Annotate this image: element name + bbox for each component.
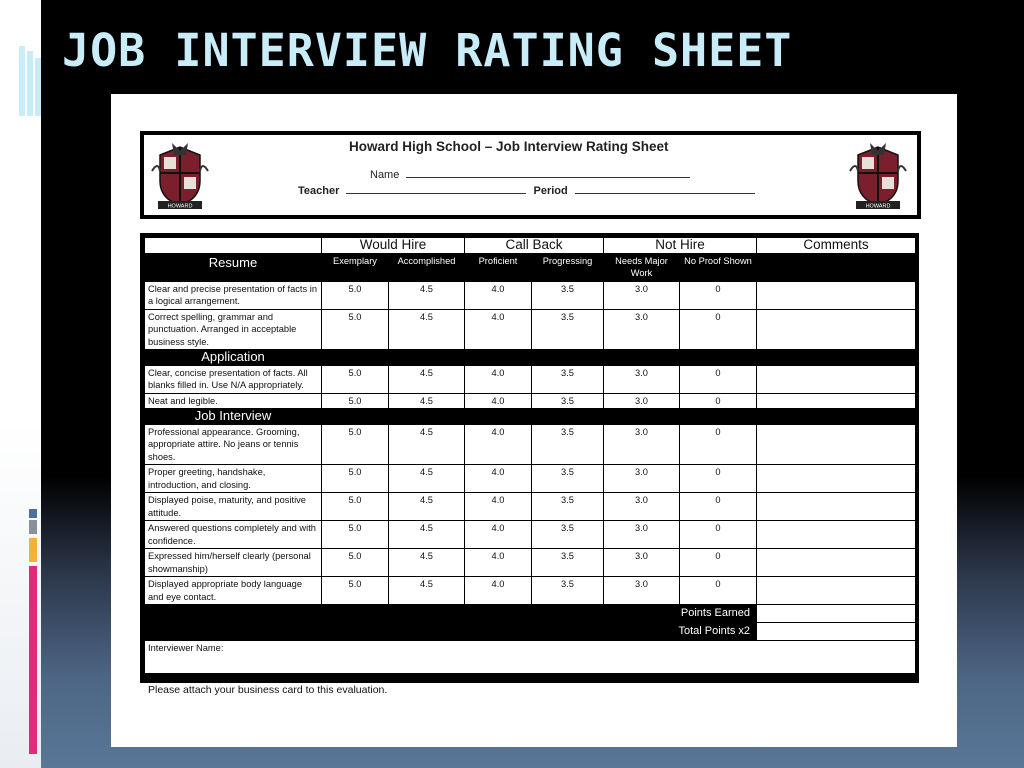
criterion-text: Displayed poise, maturity, and positive attitude. — [145, 493, 322, 521]
score-cell[interactable]: 4.0 — [465, 393, 532, 409]
score-cell[interactable]: 3.0 — [604, 549, 680, 577]
accent-bar-gray — [29, 520, 37, 534]
sheet-title: Howard High School – Job Interview Rating Sheet — [349, 139, 669, 154]
total-points-field[interactable] — [757, 623, 916, 641]
criterion-row — [145, 521, 916, 549]
criterion-row — [145, 424, 916, 465]
score-cell[interactable]: 4.0 — [465, 465, 532, 493]
score-cell[interactable]: 4.5 — [389, 465, 465, 493]
comment-cell[interactable] — [757, 281, 916, 309]
comment-cell[interactable] — [757, 424, 916, 465]
rating-level-header: Needs Major Work — [604, 253, 680, 281]
criterion-row — [145, 493, 916, 521]
score-cell[interactable]: 4.0 — [465, 577, 532, 605]
section-title: Application — [145, 350, 322, 366]
section-title: Job Interview — [145, 409, 322, 425]
score-cell[interactable]: 4.0 — [465, 493, 532, 521]
score-cell[interactable]: 3.0 — [604, 424, 680, 465]
score-cell[interactable]: 4.5 — [389, 309, 465, 350]
score-cell[interactable]: 5.0 — [322, 493, 389, 521]
comment-cell[interactable] — [757, 393, 916, 409]
score-cell[interactable]: 0 — [680, 521, 757, 549]
score-cell[interactable]: 0 — [680, 577, 757, 605]
rating-level-header: Exemplary — [322, 253, 389, 281]
score-cell[interactable]: 4.0 — [465, 521, 532, 549]
criterion-text: Clear, concise presentation of facts. All blanks filled in. Use N/A appropriately. — [145, 365, 322, 393]
sub-header-row — [145, 253, 916, 281]
rating-sheet-page — [111, 94, 957, 747]
score-cell[interactable]: 5.0 — [322, 577, 389, 605]
score-cell[interactable]: 4.0 — [465, 281, 532, 309]
score-cell[interactable]: 0 — [680, 309, 757, 350]
score-cell[interactable]: 5.0 — [322, 549, 389, 577]
call-back-header: Call Back — [465, 238, 604, 254]
interviewer-row — [145, 641, 916, 674]
score-cell[interactable]: 3.0 — [604, 309, 680, 350]
name-blank[interactable] — [406, 167, 690, 178]
score-cell[interactable]: 3.0 — [604, 393, 680, 409]
name-label: Name — [370, 169, 400, 181]
total-points-row — [145, 623, 916, 641]
score-cell[interactable]: 3.5 — [532, 281, 604, 309]
section-row — [145, 409, 916, 425]
score-cell[interactable]: 4.5 — [389, 365, 465, 393]
school-crest-left-icon — [150, 141, 210, 211]
sheet-header — [140, 131, 921, 219]
score-cell[interactable]: 4.0 — [465, 309, 532, 350]
criterion-row — [145, 465, 916, 493]
score-cell[interactable]: 5.0 — [322, 365, 389, 393]
slide-title-bars-icon — [19, 46, 41, 116]
score-cell[interactable]: 4.0 — [465, 549, 532, 577]
score-cell[interactable]: 5.0 — [322, 521, 389, 549]
rating-level-header: Proficient — [465, 253, 532, 281]
score-cell[interactable]: 3.5 — [532, 465, 604, 493]
score-cell[interactable]: 3.0 — [604, 465, 680, 493]
footnote: Please attach your business card to this evaluation. — [148, 684, 388, 696]
comment-cell[interactable] — [757, 309, 916, 350]
resume-section-header: Resume — [145, 253, 322, 281]
comment-cell[interactable] — [757, 465, 916, 493]
score-cell[interactable]: 0 — [680, 493, 757, 521]
score-cell[interactable]: 5.0 — [322, 281, 389, 309]
score-cell[interactable]: 0 — [680, 549, 757, 577]
score-cell[interactable]: 4.5 — [389, 393, 465, 409]
score-cell[interactable]: 0 — [680, 393, 757, 409]
score-cell[interactable]: 4.5 — [389, 577, 465, 605]
score-cell[interactable]: 4.5 — [389, 493, 465, 521]
teacher-blank[interactable] — [346, 183, 526, 194]
criterion-text: Neat and legible. — [145, 393, 322, 409]
criterion-row — [145, 309, 916, 350]
svg-text:HOWARD: HOWARD — [865, 203, 891, 210]
score-cell[interactable]: 3.5 — [532, 365, 604, 393]
criterion-text: Professional appearance. Grooming, appropriate attire. No jeans or tennis shoes. — [145, 424, 322, 465]
comment-cell[interactable] — [757, 549, 916, 577]
criterion-row — [145, 549, 916, 577]
comments-header: Comments — [757, 238, 916, 254]
total-points-label: Total Points x2 — [145, 623, 757, 641]
score-cell[interactable]: 4.5 — [389, 281, 465, 309]
svg-text:HOWARD: HOWARD — [167, 203, 193, 210]
name-field-row — [370, 167, 690, 181]
section-fill — [322, 350, 916, 366]
section-fill — [322, 409, 916, 425]
not-hire-header: Not Hire — [604, 238, 757, 254]
comment-cell[interactable] — [757, 577, 916, 605]
criterion-text: Answered questions completely and with confidence. — [145, 521, 322, 549]
score-cell[interactable]: 5.0 — [322, 309, 389, 350]
criterion-row — [145, 393, 916, 409]
accent-bar-yellow — [29, 538, 37, 562]
score-cell[interactable]: 3.5 — [532, 424, 604, 465]
comments-subheader-cell — [757, 253, 916, 281]
score-cell[interactable]: 5.0 — [322, 424, 389, 465]
comment-cell[interactable] — [757, 493, 916, 521]
rating-level-header: Progressing — [532, 253, 604, 281]
teacher-period-row — [298, 183, 755, 197]
points-earned-row — [145, 605, 916, 623]
criterion-text: Correct spelling, grammar and punctuation. Arranged in acceptable business style. — [145, 309, 322, 350]
criterion-text: Proper greeting, handshake, introduction, and closing. — [145, 465, 322, 493]
criterion-text: Clear and precise presentation of facts in a logical arrangement. — [145, 281, 322, 309]
interviewer-name-field[interactable]: Interviewer Name: — [145, 641, 916, 674]
points-earned-field[interactable] — [757, 605, 916, 623]
criterion-row — [145, 577, 916, 605]
score-cell[interactable]: 0 — [680, 281, 757, 309]
score-cell[interactable]: 3.0 — [604, 493, 680, 521]
score-cell[interactable]: 3.5 — [532, 393, 604, 409]
rating-level-header: Accomplished — [389, 253, 465, 281]
score-cell[interactable]: 4.5 — [389, 424, 465, 465]
score-cell[interactable]: 4.0 — [465, 424, 532, 465]
school-crest-right-icon — [848, 141, 908, 211]
section-row — [145, 350, 916, 366]
points-earned-label: Points Earned — [145, 605, 757, 623]
slide-title: JOB INTERVIEW RATING SHEET — [62, 24, 793, 77]
rating-level-header: No Proof Shown — [680, 253, 757, 281]
score-cell[interactable]: 3.5 — [532, 521, 604, 549]
score-cell[interactable]: 3.0 — [604, 281, 680, 309]
score-cell[interactable]: 0 — [680, 424, 757, 465]
score-cell[interactable]: 3.0 — [604, 521, 680, 549]
score-cell[interactable]: 4.5 — [389, 521, 465, 549]
accent-bar-pink — [29, 566, 37, 754]
score-cell[interactable]: 0 — [680, 465, 757, 493]
would-hire-header: Would Hire — [322, 238, 465, 254]
score-cell[interactable]: 3.5 — [532, 493, 604, 521]
score-cell[interactable]: 5.0 — [322, 393, 389, 409]
score-cell[interactable]: 5.0 — [322, 465, 389, 493]
score-cell[interactable]: 3.0 — [604, 577, 680, 605]
period-blank[interactable] — [575, 183, 755, 194]
accent-bar-blue — [29, 509, 37, 518]
score-cell[interactable]: 3.5 — [532, 309, 604, 350]
score-cell[interactable]: 3.5 — [532, 577, 604, 605]
criterion-row — [145, 281, 916, 309]
rating-table — [144, 237, 916, 674]
comment-cell[interactable] — [757, 365, 916, 393]
score-cell[interactable]: 4.5 — [389, 549, 465, 577]
comment-cell[interactable] — [757, 521, 916, 549]
criterion-row — [145, 365, 916, 393]
period-label: Period — [533, 185, 568, 197]
score-cell[interactable]: 4.0 — [465, 365, 532, 393]
group-header-row — [145, 238, 916, 254]
rating-table-frame — [140, 233, 919, 683]
score-cell[interactable]: 3.0 — [604, 365, 680, 393]
score-cell[interactable]: 3.5 — [532, 549, 604, 577]
criterion-text: Expressed him/herself clearly (personal showmanship) — [145, 549, 322, 577]
criterion-text: Displayed appropriate body language and eye contact. — [145, 577, 322, 605]
score-cell[interactable]: 0 — [680, 365, 757, 393]
teacher-label: Teacher — [298, 185, 340, 197]
blank-header-cell — [145, 238, 322, 254]
